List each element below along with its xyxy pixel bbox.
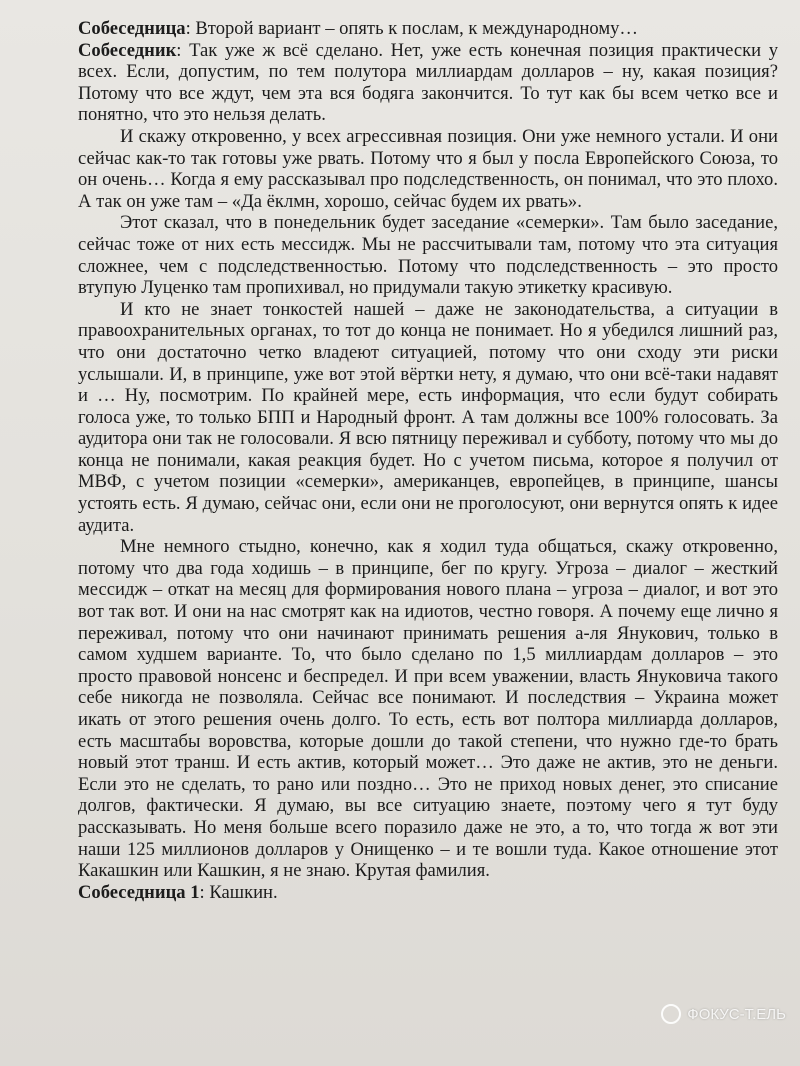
watermark-text: ФОКУС-Т.ЕЛЬ: [687, 1005, 786, 1023]
paragraph-4: [78, 212, 778, 298]
paragraph-text: И скажу откровенно, у всех агрессивная позиция. Они уже немного устали. И они сейчас как-то так готовы уже рвать. Потому что я был у посла Европейского Союза, то он очень… Когда я ему рассказывал про подследственность, он понимал, что это плохо. А так он уже там – «Да ёклмн, хорошо, сейчас будем их рвать».: [78, 125, 778, 212]
speaker-label: Собеседник: [78, 39, 177, 61]
paragraph-1: [78, 18, 778, 40]
paragraph-text: Этот сказал, что в понедельник будет заседание «семерки». Там было заседание, сейчас тоже от них есть мессидж. Мы не рассчитывали там, потому что эта ситуация сложнее, чем с подследственностью. Потому что подследственность – это просто втупую Луценко там пропихивал, но придумали такую этикетку красивую.: [78, 212, 778, 299]
paragraph-6: [78, 536, 778, 882]
watermark-logo-icon: [661, 1004, 681, 1024]
paragraph-text: : Второй вариант – опять к послам, к международному…: [185, 18, 639, 39]
paragraph-text: Мне немного стыдно, конечно, как я ходил туда общаться, скажу откровенно, потому что два года ходишь – в принципе, бег по кругу. Угроза – диалог – жесткий мессидж – откат на месяц для формирования нового плана – угроза – диалог, и вот это вот так вот. И они на нас смотрят как на идиотов, честно говоря. А почему еще лично я переживал, потому что они начинают принимать решения а-ля Янукович, только в самом худшем варианте. То, что было сделано по 1,5 миллиардам долларов – это просто правовой нонсенс и беспредел. И при всем уважении, власть Януковича такого себе никогда не позволяла. Сейчас все понимают. И последствия – Украина может икать от этого решения очень долго. То есть, есть вот полтора миллиарда долларов, есть масштабы воровства, которые дошли до такой степени, что нужно где-то брать новый этот транш. И есть актив, который может… Это даже не актив, это не деньги. Если это не сделать, то рано или поздно… Это не приход новых денег, это списание долгов, фактически. Я думаю, вы все ситуацию знаете, поэтому чего я тут буду рассказывать. Но меня больше всего поразило даже не это, а то, что тогда ж вот эти наши 125 миллионов долларов у Онищенко – и те вошли туда. Какое отношение этот Какашкин или Кашкин, я не знаю. Крутая фамилия.: [78, 536, 778, 882]
transcript-text: [78, 18, 778, 903]
paragraph-text: : Кашкин.: [199, 881, 278, 903]
speaker-label: Собеседница: [78, 18, 186, 39]
paragraph-5: [78, 299, 778, 537]
watermark: [661, 1004, 786, 1024]
paragraph-text: И кто не знает тонкостей нашей – даже не законодательства, а ситуации в правоохранительных органах, то тот до конца не понимает. Но я убедился лишний раз, что они достаточно четко владеют ситуацией, потому что они сходу эти риски услышали. И, в принципе, уже вот этой вёртки нету, я думаю, что они всё-таки надавят и … Ну, посмотрим. По крайней мере, есть информация, что если будут собирать голоса уже, то только БПП и Народный фронт. А там должны все 100% голосовать. За аудитора они так не голосовали. Я всю пятницу переживал и субботу, потому что мы до конца не понимали, какая реакция будет. Но с учетом письма, которое я получил от МВФ, с учетом позиции «семерки», американцев, европейцев, в принципе, шансы устоять есть. Я думаю, сейчас они, если они не проголосуют, они вернутся опять к идее аудита.: [78, 298, 778, 536]
paragraph-7: [78, 882, 778, 904]
paragraph-2: [78, 40, 778, 126]
speaker-label: Собеседница 1: [78, 881, 200, 903]
paragraph-3: [78, 126, 778, 212]
paragraph-text: : Так уже ж всё сделано. Нет, уже есть конечная позиция практически у всех. Если, допустим, по тем полутора миллиардам долларов – ну, какая позиция? Потому что все ждут, чем эта вся бодяга закончится. То тут как бы всем четко все и понятно, что это нельзя делать.: [78, 39, 778, 126]
